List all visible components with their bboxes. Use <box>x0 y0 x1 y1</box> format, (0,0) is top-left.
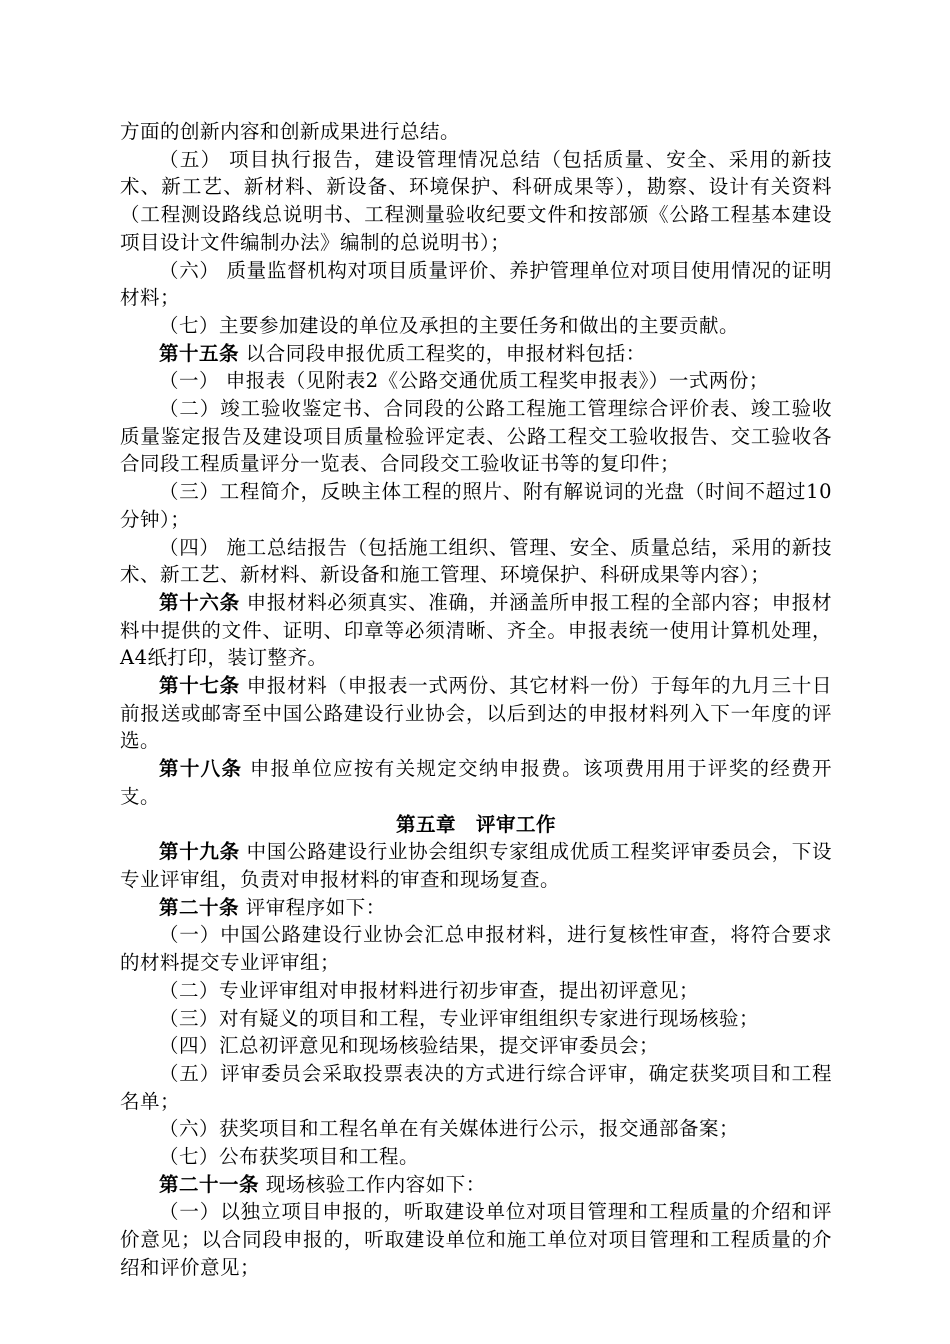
article-text: 中国公路建设行业协会组织专家组成优质工程奖评审委员会，下设专业评审组，负责对申报材料的审查和现场复查。 <box>120 840 832 891</box>
article-text: 评审程序如下： <box>239 895 386 919</box>
paragraph: （一）中国公路建设行业协会汇总申报材料，进行复核性审查，将符合要求的材料提交专业评审组； <box>120 923 832 975</box>
article-text: 申报材料必须真实、准确，并涵盖所申报工程的全部内容；申报材料中提供的文件、证明、印章等必须清晰、齐全。申报表统一使用计算机处理，A4纸打印，装订整齐。 <box>120 590 832 670</box>
paragraph: （七）公布获奖项目和工程。 <box>159 1145 420 1169</box>
paragraph: （六） 质量监督机构对项目质量评价、养护管理单位对项目使用情况的证明材料； <box>120 258 832 310</box>
paragraph: （二）专业评审组对申报材料进行初步审查，提出初评意见； <box>159 978 700 1002</box>
article-text: 现场核验工作内容如下： <box>259 1172 486 1196</box>
article-number: 第十九条 <box>159 840 240 864</box>
paragraph: 方面的创新内容和创新成果进行总结。 <box>120 120 461 143</box>
article-paragraph <box>120 894 832 922</box>
article-number: 第十六条 <box>159 590 240 614</box>
article-paragraph <box>120 340 832 368</box>
paragraph: （七）主要参加建设的单位及承担的主要任务和做出的主要贡献。 <box>159 313 740 337</box>
paragraph: （五）评审委员会采取投票表决的方式进行综合评审，确定获奖项目和工程名单； <box>120 1061 832 1113</box>
article-number: 第十七条 <box>159 674 240 698</box>
article-text: 申报单位应按有关规定交纳申报费。该项费用用于评奖的经费开支。 <box>120 757 832 808</box>
article-number: 第十五条 <box>159 341 240 365</box>
article-text: 申报材料（申报表一式两份、其它材料一份）于每年的九月三十日前报送或邮寄至中国公路建设行业协会，以后到达的申报材料列入下一年度的评选。 <box>120 674 832 753</box>
article-paragraph <box>120 672 832 755</box>
paragraph: （一） 申报表（见附表2《公路交通优质工程奖申报表》）一式两份； <box>159 369 769 393</box>
paragraph: （六）获奖项目和工程名单在有关媒体进行公示，报交通部备案； <box>159 1117 740 1141</box>
chapter-heading: 第五章 评审工作 <box>395 812 556 836</box>
paragraph: （三）工程简介，反映主体工程的照片、附有解说词的光盘（时间不超过10分钟）； <box>120 480 832 531</box>
paragraph: （五） 项目执行报告，建设管理情况总结（包括质量、安全、采用的新技术、新工艺、新材料、新设备、环境保护、科研成果等），勘察、设计有关资料（工程测设路线总说明书、工程测量验收纪要文件和按部颁《公路工程基本建设项目设计文件编制办法》编制的总说明书）； <box>120 147 832 254</box>
document-page <box>120 118 832 1282</box>
article-number: 第二十一条 <box>159 1172 260 1196</box>
article-paragraph <box>120 838 832 893</box>
paragraph: （一）以独立项目申报的，听取建设单位对项目管理和工程质量的介绍和评价意见；以合同段申报的，听取建设单位和施工单位对项目管理和工程质量的介绍和评价意见； <box>120 1200 832 1279</box>
article-text: 以合同段申报优质工程奖的，申报材料包括： <box>239 341 646 365</box>
paragraph: （二）竣工验收鉴定书、合同段的公路工程施工管理综合评价表、竣工验收质量鉴定报告及建设项目质量检验评定表、公路工程交工验收报告、交工验收各合同段工程质量评分一览表、合同段交工验收证书等的复印件； <box>120 397 832 476</box>
article-paragraph <box>120 1171 832 1199</box>
article-number: 第十八条 <box>159 757 243 781</box>
paragraph: （四） 施工总结报告（包括施工组织、管理、安全、质量总结，采用的新技术、新工艺、新材料、新设备和施工管理、环境保护、科研成果等内容）； <box>120 535 832 587</box>
paragraph: （三）对有疑义的项目和工程，专业评审组组织专家进行现场核验； <box>159 1006 760 1030</box>
paragraph: （四）汇总初评意见和现场核验结果，提交评审委员会； <box>159 1034 660 1058</box>
article-paragraph <box>120 589 832 672</box>
article-paragraph <box>120 755 832 810</box>
article-number: 第二十条 <box>159 895 240 919</box>
